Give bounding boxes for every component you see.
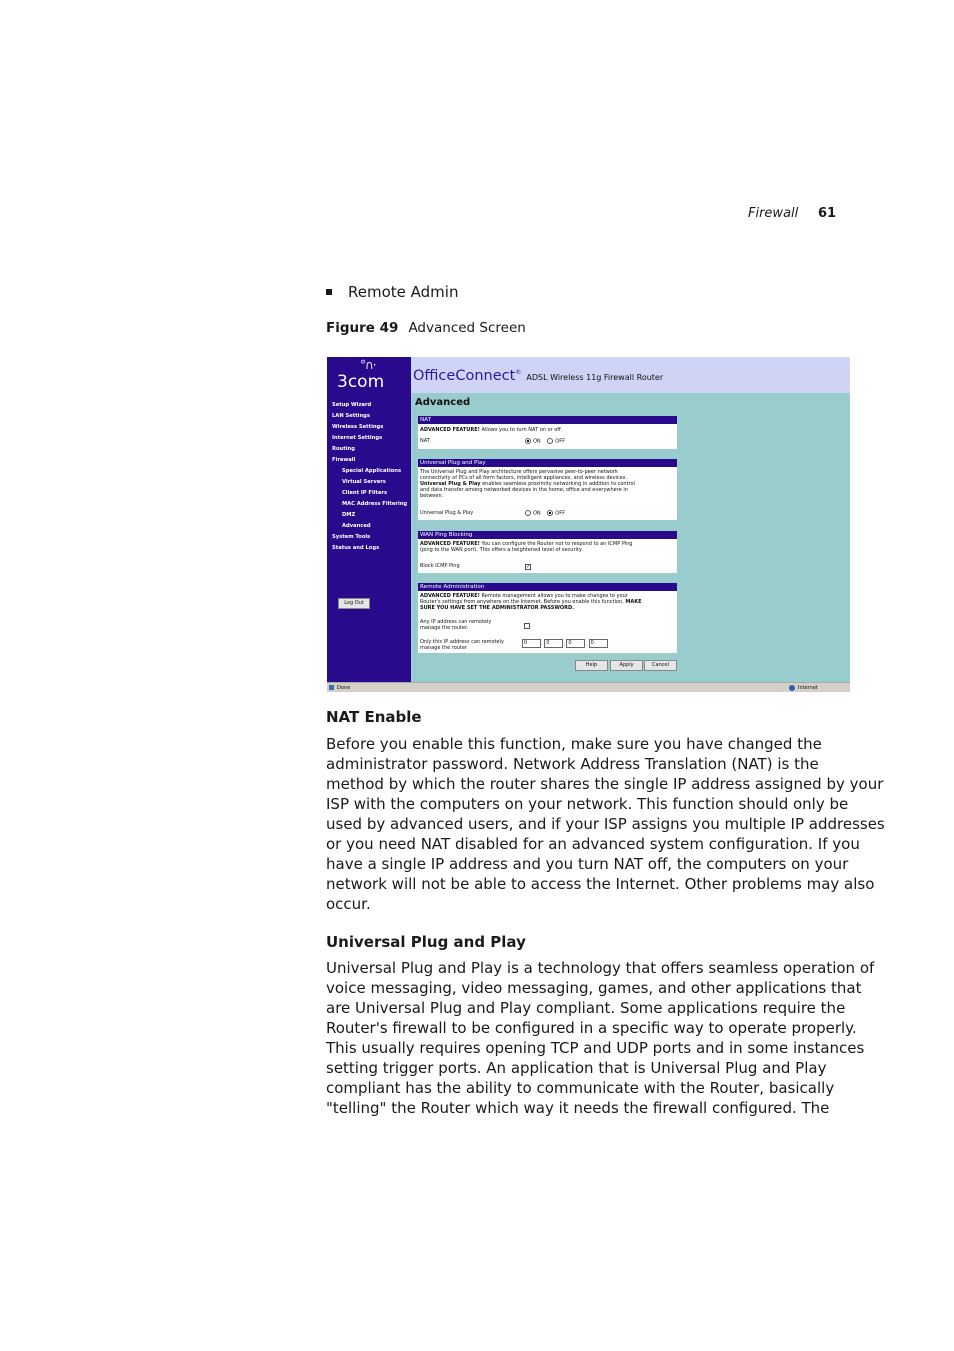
status-done: Done [337, 685, 351, 691]
nav-setup-wizard[interactable]: Setup Wizard [332, 402, 372, 408]
nat-on-radio[interactable] [525, 438, 531, 444]
upnp-desc-line-2: connectivity of PCs of all form factors, intelligent appliances, and wireless devices. [420, 475, 627, 481]
figure-label: Figure 49 [326, 320, 399, 336]
figure-caption [326, 320, 526, 336]
upnp-paragraph: Universal Plug and Play is a technology that offers seamless operation of voice messaging, video messaging, games, and other applications that are Universal Plug and Play compliant. Some applications require the Router's firewall to be configured in a specific way to operate properly. This usually requires opening TCP and UDP ports and in some instances setting trigger ports. An application that is Universal Plug and Play compliant has the ability to communicate with the Router, basically "telling" the Router which way it needs the firewall configured. The [326, 959, 875, 1117]
cancel-button[interactable]: Cancel [644, 660, 677, 671]
upnp-off-radio[interactable] [547, 510, 553, 516]
remote-admin-header: Remote Administration [418, 583, 677, 591]
product-title [413, 365, 663, 384]
status-zone: Internet [798, 685, 818, 691]
ping-panel [418, 531, 677, 573]
ip-octet-4-input[interactable]: 0 [589, 639, 608, 648]
remote-desc-line-3: SURE YOU HAVE SET THE ADMINISTRATOR PASSWORD. [420, 605, 575, 611]
nat-desc: ADVANCED FEATURE! Allows you to turn NAT on or off. [420, 427, 563, 433]
upnp-label: Universal Plug & Play [420, 510, 474, 516]
page-icon [329, 685, 334, 690]
nav-mac-address-filtering[interactable]: MAC Address Filtering [342, 501, 408, 507]
nav-system-tools[interactable]: System Tools [332, 534, 371, 540]
nat-off-label: OFF [555, 438, 565, 445]
upnp-desc-line-5: between. [420, 493, 444, 499]
nat-label: NAT [420, 438, 430, 444]
any-ip-label-1: Any IP address can remotely [420, 619, 492, 625]
ping-desc-line-2: (ping to the WAN port). This offers a heightened level of security. [420, 547, 583, 553]
bullet-square-icon [326, 289, 332, 295]
only-ip-label-2: manage the router [420, 645, 468, 651]
upnp-row [420, 510, 676, 516]
ip-octet-1-input[interactable]: 0 [522, 639, 541, 648]
page-title: Advanced [415, 397, 471, 408]
nav-client-ip-filters[interactable]: Client IP Filters [342, 490, 388, 496]
upnp-on-radio[interactable] [525, 510, 531, 516]
ping-row [420, 563, 676, 569]
logo-text: 3com [337, 372, 385, 392]
product-name: OfficeConnect® [413, 368, 522, 384]
ip-octet-2-input[interactable]: 0 [544, 639, 563, 648]
nav-wireless-settings[interactable]: Wireless Settings [332, 424, 384, 430]
product-desc: ADSL Wireless 11g Firewall Router [526, 373, 664, 382]
remote-desc-line-1: ADVANCED FEATURE! Remote management allows you to make changes to your [420, 593, 628, 599]
upnp-on-label: ON [533, 510, 541, 517]
nav-status-and-logs[interactable]: Status and Logs [332, 545, 380, 551]
router-screenshot [327, 357, 850, 692]
ping-desc-line-1: ADVANCED FEATURE! You can configure the Router not to respond to an ICMP Ping [420, 541, 633, 547]
browser-status-bar [327, 682, 850, 692]
any-ip-checkbox[interactable] [524, 623, 530, 629]
remote-desc-line-2: Router's settings from anywhere on the Internet. Before you enable this function, MAKE [420, 599, 642, 605]
nav-dmz[interactable]: DMZ [342, 512, 356, 518]
bullet-text: Remote Admin [348, 283, 459, 301]
page-number: 61 [818, 206, 837, 221]
sidebar [327, 393, 411, 682]
ip-address-fields: 0 . 0 . 0 . 0 [522, 639, 608, 648]
any-ip-label-2: manage the router. [420, 625, 469, 631]
nav-internet-settings[interactable]: Internet Settings [332, 435, 383, 441]
nav-routing[interactable]: Routing [332, 446, 355, 452]
apply-button[interactable]: Apply [610, 660, 643, 671]
running-header-section: Firewall [748, 206, 799, 221]
nav-advanced[interactable]: Advanced [342, 523, 371, 529]
logout-button[interactable]: Log Out [338, 598, 370, 609]
ip-octet-3-input[interactable]: 0 [566, 639, 585, 648]
nat-off-radio[interactable] [547, 438, 553, 444]
nat-enable-paragraph: Before you enable this function, make sure you have changed the administrator password. Network Address Translation (NAT) is the method by which the router shares the single IP address assigned by your ISP with the computers on your network. This function should only be used by advanced users, and if your ISP assigns you multiple IP addresses or you need NAT disabled for an advanced system configuration. If you have a single IP address and you turn NAT off, the computers on your network will not be able to access the Internet. Other problems may also occur. [326, 735, 885, 913]
nat-row [420, 438, 676, 444]
upnp-desc-line-3: Universal Plug & Play enables seamless proximity networking in addition to control [420, 481, 635, 487]
nav-special-applications[interactable]: Special Applications [342, 468, 402, 474]
upnp-heading: Universal Plug and Play [326, 933, 526, 951]
nav-lan-settings[interactable]: LAN Settings [332, 413, 370, 419]
nat-header: NAT [418, 416, 677, 424]
ping-header: WAN Ping Blocking [418, 531, 677, 539]
nat-enable-heading: NAT Enable [326, 708, 422, 726]
bullet-item [326, 283, 458, 301]
internet-zone-icon [789, 685, 795, 691]
help-button[interactable]: Help [575, 660, 608, 671]
nat-on-label: ON [533, 438, 541, 445]
logo-swirl-icon: °∩· [360, 358, 376, 372]
3com-logo [327, 357, 411, 393]
upnp-panel [418, 459, 677, 520]
ping-label: Block ICMP Ping [420, 563, 460, 569]
remote-admin-panel [418, 583, 677, 653]
upnp-off-label: OFF [555, 510, 565, 517]
upnp-desc-line-1: The Universal Plug and Play architecture offers pervasive peer-to-peer network [420, 469, 618, 475]
upnp-desc-line-4: and data transfer among networked devices in the home, office and everywhere in [420, 487, 628, 493]
upnp-header: Universal Plug and Play [418, 459, 677, 467]
block-ping-checkbox[interactable]: ✓ [526, 564, 531, 570]
nat-panel [418, 416, 677, 449]
figure-title: Advanced Screen [408, 320, 526, 336]
only-ip-label-1: Only this IP address can remotely [420, 639, 504, 645]
nav-virtual-servers[interactable]: Virtual Servers [342, 479, 386, 485]
nav-firewall[interactable]: Firewall [332, 457, 356, 463]
